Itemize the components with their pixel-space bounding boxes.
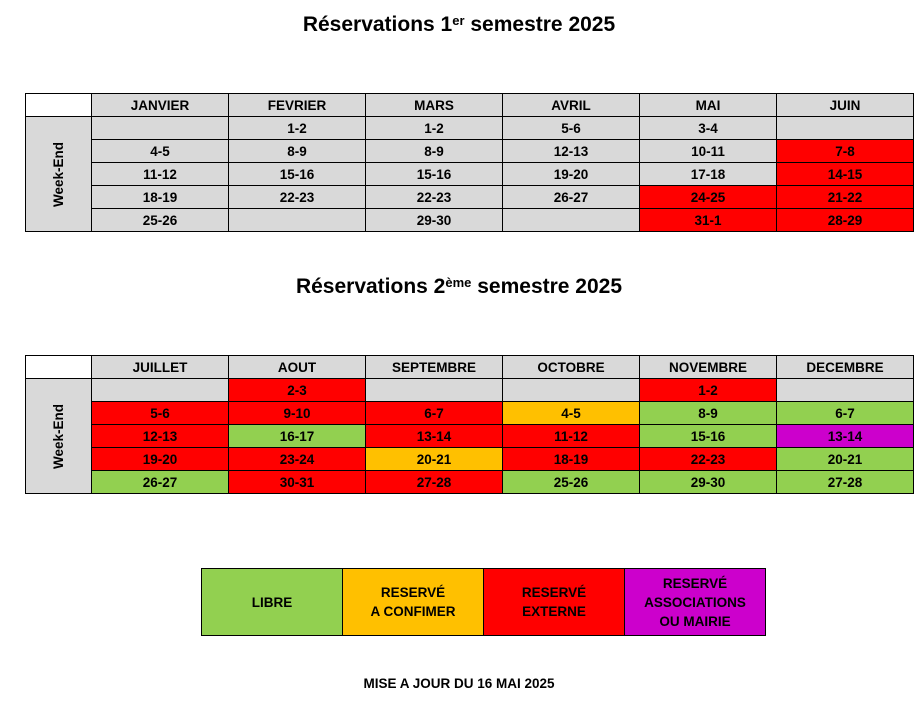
legend-assoc — [625, 569, 766, 636]
weekend-cell: 11-12 — [92, 163, 229, 186]
month-header: AOUT — [229, 356, 366, 379]
weekend-cell: 19-20 — [92, 448, 229, 471]
semester1-calendar — [25, 93, 914, 232]
weekend-cell: 8-9 — [229, 140, 366, 163]
weekend-cell: 10-11 — [640, 140, 777, 163]
weekend-cell — [366, 379, 503, 402]
weekend-cell: 15-16 — [366, 163, 503, 186]
weekend-cell: 13-14 — [777, 425, 914, 448]
weekend-cell: 12-13 — [503, 140, 640, 163]
weekend-cell: 25-26 — [92, 209, 229, 232]
weekend-cell: 22-23 — [229, 186, 366, 209]
weekend-cell: 30-31 — [229, 471, 366, 494]
weekend-cell: 24-25 — [640, 186, 777, 209]
legend-label-line: RESERVÉ — [380, 585, 446, 600]
corner-cell — [26, 356, 92, 379]
weekend-cell: 1-2 — [229, 117, 366, 140]
month-header: OCTOBRE — [503, 356, 640, 379]
weekend-cell: 29-30 — [366, 209, 503, 232]
weekend-cell — [503, 379, 640, 402]
weekend-cell: 25-26 — [503, 471, 640, 494]
month-header: MARS — [366, 94, 503, 117]
weekend-cell — [229, 209, 366, 232]
weekend-cell: 16-17 — [229, 425, 366, 448]
corner-cell — [26, 94, 92, 117]
weekend-cell: 5-6 — [92, 402, 229, 425]
weekend-label-text: Week-End — [51, 403, 67, 469]
weekend-row — [26, 448, 914, 471]
weekend-cell: 14-15 — [777, 163, 914, 186]
weekend-cell: 20-21 — [777, 448, 914, 471]
weekend-cell — [777, 117, 914, 140]
weekend-cell: 27-28 — [777, 471, 914, 494]
legend — [201, 568, 766, 636]
weekend-cell: 15-16 — [640, 425, 777, 448]
legend-externe — [484, 569, 625, 636]
month-header: DECEMBRE — [777, 356, 914, 379]
weekend-cell: 20-21 — [366, 448, 503, 471]
weekend-cell: 31-1 — [640, 209, 777, 232]
weekend-cell: 15-16 — [229, 163, 366, 186]
weekend-row — [26, 402, 914, 425]
weekend-cell: 29-30 — [640, 471, 777, 494]
weekend-row — [26, 209, 914, 232]
weekend-cell: 12-13 — [92, 425, 229, 448]
semester2-calendar — [25, 355, 914, 494]
legend-label-line: RESERVÉ — [521, 585, 587, 600]
weekend-cell: 8-9 — [640, 402, 777, 425]
weekend-cell: 4-5 — [92, 140, 229, 163]
weekend-cell: 22-23 — [366, 186, 503, 209]
weekend-cell: 11-12 — [503, 425, 640, 448]
legend-label-line: A CONFIMER — [370, 604, 456, 619]
legend-label-line: ASSOCIATIONS — [644, 594, 746, 610]
weekend-cell: 4-5 — [503, 402, 640, 425]
month-header: AVRIL — [503, 94, 640, 117]
weekend-label-text: Week-End — [51, 141, 67, 207]
month-header: SEPTEMBRE — [366, 356, 503, 379]
update-note: MISE A JOUR DU 16 MAI 2025 — [363, 676, 555, 691]
weekend-cell: 1-2 — [366, 117, 503, 140]
weekend-row — [26, 379, 914, 402]
weekend-cell: 19-20 — [503, 163, 640, 186]
weekend-row — [26, 425, 914, 448]
weekend-cell: 22-23 — [640, 448, 777, 471]
weekend-row — [26, 163, 914, 186]
weekend-row — [26, 186, 914, 209]
month-header: NOVEMBRE — [640, 356, 777, 379]
weekend-row — [26, 140, 914, 163]
weekend-cell: 27-28 — [366, 471, 503, 494]
month-header: JUIN — [777, 94, 914, 117]
weekend-cell — [92, 117, 229, 140]
legend-confirm — [343, 569, 484, 636]
weekend-cell: 17-18 — [640, 163, 777, 186]
weekend-cell: 26-27 — [503, 186, 640, 209]
weekend-side-label — [26, 117, 92, 232]
weekend-cell: 21-22 — [777, 186, 914, 209]
weekend-cell: 6-7 — [777, 402, 914, 425]
weekend-cell — [503, 209, 640, 232]
legend-label-line: OU MAIRIE — [659, 613, 731, 629]
semester2-title: Réservations 2ème semestre 2025 — [295, 275, 623, 298]
weekend-cell: 2-3 — [229, 379, 366, 402]
weekend-cell: 8-9 — [366, 140, 503, 163]
weekend-row — [26, 471, 914, 494]
weekend-cell: 18-19 — [503, 448, 640, 471]
legend-label-line: EXTERNE — [522, 604, 586, 619]
weekend-cell: 26-27 — [92, 471, 229, 494]
weekend-cell: 18-19 — [92, 186, 229, 209]
legend-label-line: LIBRE — [251, 594, 293, 610]
weekend-cell: 28-29 — [777, 209, 914, 232]
weekend-row — [26, 117, 914, 140]
weekend-cell — [777, 379, 914, 402]
weekend-cell: 1-2 — [640, 379, 777, 402]
semester1-title: Réservations 1er semestre 2025 — [302, 13, 616, 36]
weekend-cell: 3-4 — [640, 117, 777, 140]
weekend-cell: 6-7 — [366, 402, 503, 425]
month-header: MAI — [640, 94, 777, 117]
weekend-cell: 7-8 — [777, 140, 914, 163]
month-header: FEVRIER — [229, 94, 366, 117]
weekend-cell: 5-6 — [503, 117, 640, 140]
weekend-cell: 23-24 — [229, 448, 366, 471]
weekend-cell: 13-14 — [366, 425, 503, 448]
legend-libre — [202, 569, 343, 636]
weekend-cell: 9-10 — [229, 402, 366, 425]
month-header: JUILLET — [92, 356, 229, 379]
month-header: JANVIER — [92, 94, 229, 117]
weekend-cell — [92, 379, 229, 402]
weekend-side-label — [26, 379, 92, 494]
legend-label-line: RESERVÉ — [662, 575, 728, 591]
